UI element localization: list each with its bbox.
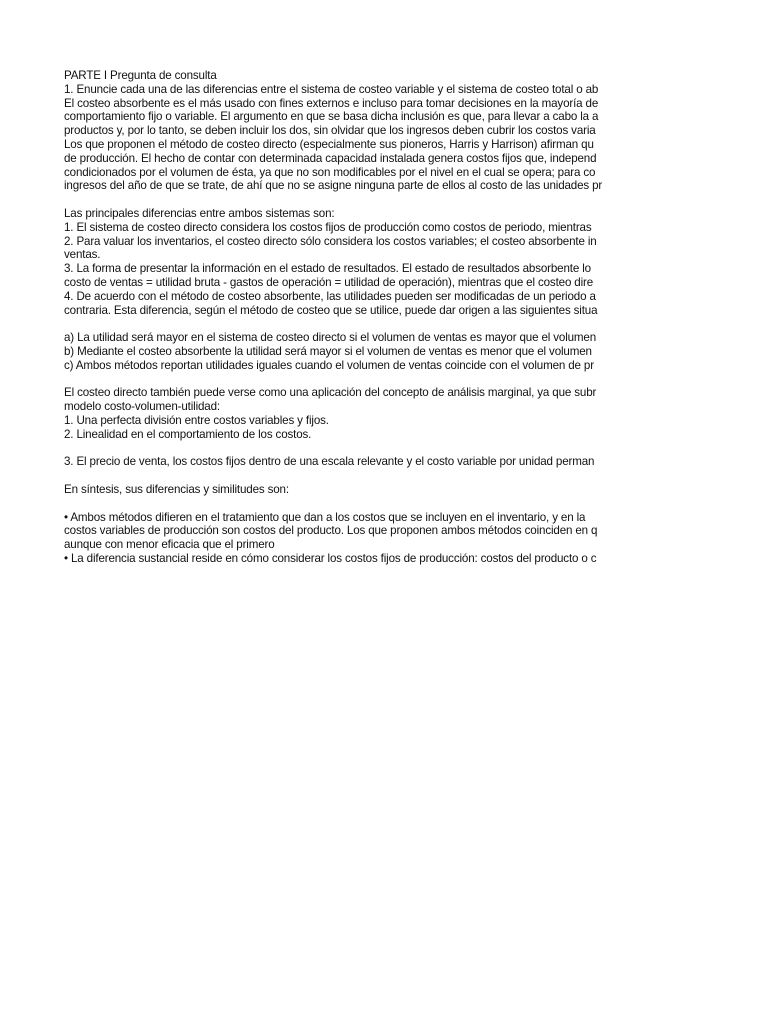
paragraph-situations <box>64 331 660 372</box>
list-item: 1. El sistema de costeo directo considera los costos fijos de producción como costos de periodo, mientras <box>64 220 592 234</box>
paragraph-synthesis-bullets <box>64 511 660 566</box>
paragraph-synthesis-heading <box>64 483 660 497</box>
list-item: 4. De acuerdo con el método de costeo absorbente, las utilidades pueden ser modificadas de un periodo a <box>64 289 596 303</box>
text-line: condicionados por el volumen de ésta, ya que no son modificables por el nivel en el cual se opera; para co <box>64 165 596 179</box>
text-line: Las principales diferencias entre ambos sistemas son: <box>64 206 335 220</box>
bullet-item: • La diferencia sustancial reside en cómo considerar los costos fijos de producción: costos del producto o c <box>64 551 597 565</box>
paragraph-intro <box>64 69 660 193</box>
list-item: 1. Una perfecta división entre costos variables y fijos. <box>64 413 329 427</box>
bullet-item: • Ambos métodos difieren en el tratamiento que dan a los costos que se incluyen en el inventario, y en la <box>64 510 586 524</box>
list-item: 3. La forma de presentar la información en el estado de resultados. El estado de resultados absorbente lo <box>64 262 591 276</box>
text-line: En síntesis, sus diferencias y similitudes son: <box>64 482 289 496</box>
list-item: 2. Para valuar los inventarios, el costeo directo sólo considera los costos variables; el costeo absorbente in <box>64 234 597 248</box>
text-line: aunque con menor eficacia que el primero <box>64 538 275 552</box>
text-line: ventas. <box>64 248 101 262</box>
list-item: 2. Linealidad en el comportamiento de los costos. <box>64 427 312 441</box>
text-line: ingresos del año de que se trate, de ahí que no se asigne ninguna parte de ellos al costo de las unidades pr <box>64 179 603 193</box>
text-line: Los que proponen el método de costeo directo (especialmente sus pioneros, Harris y Harrison) afirman qu <box>64 137 594 151</box>
list-item: a) La utilidad será mayor en el sistema de costeo directo si el volumen de ventas es mayor que el volumen <box>64 331 597 345</box>
heading-parte-i: PARTE I Pregunta de consulta <box>64 69 217 82</box>
paragraph-marginal-analysis <box>64 386 660 441</box>
paragraph-assumption-3 <box>64 455 660 469</box>
text-line: El costeo absorbente es el más usado con fines externos e incluso para tomar decisiones en la mayoría de <box>64 96 599 110</box>
list-item: c) Ambos métodos reportan utilidades iguales cuando el volumen de ventas coincide con el volumen de pr <box>64 358 594 372</box>
text-line: costos variables de producción son costos del producto. Los que proponen ambos métodos coinciden en q <box>64 524 598 538</box>
text-line: modelo costo-volumen-utilidad: <box>64 400 220 414</box>
text-line: El costeo directo también puede verse como una aplicación del concepto de análisis marginal, ya que subr <box>64 386 597 400</box>
list-item: 3. El precio de venta, los costos fijos dentro de una escala relevante y el costo variable por unidad perman <box>64 455 595 469</box>
paragraph-differences <box>64 207 660 317</box>
text-line: costo de ventas = utilidad bruta - gastos de operación = utilidad de operación), mientras que el costeo dire <box>64 275 594 289</box>
text-line: comportamiento fijo o variable. El argumento en que se basa dicha inclusión es que, para llevar a cabo la a <box>64 110 599 124</box>
list-item: b) Mediante el costeo absorbente la utilidad será mayor si el volumen de ventas es menor que el volumen <box>64 344 592 358</box>
text-line: de producción. El hecho de contar con determinada capacidad instalada genera costos fijos que, independ <box>64 151 597 165</box>
text-line: contraria. Esta diferencia, según el método de costeo que se utilice, puede dar origen a las siguientes situa <box>64 303 598 317</box>
text-line: productos y, por lo tanto, se deben incluir los dos, sin olvidar que los ingresos deben cubrir los costos varia <box>64 124 596 138</box>
question-line: 1. Enuncie cada una de las diferencias entre el sistema de costeo variable y el sistema de costeo total o ab <box>64 82 599 96</box>
document-body <box>64 69 660 566</box>
